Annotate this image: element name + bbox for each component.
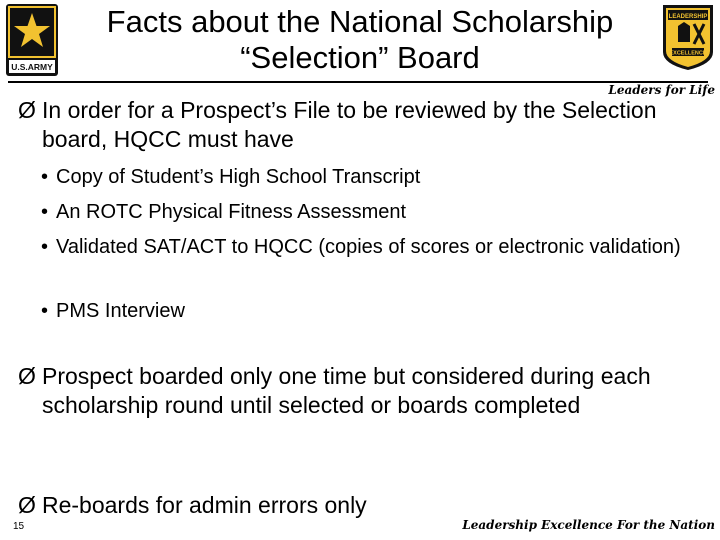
bullet-item [18, 491, 678, 520]
bullet-text: In order for a Prospect’s File to be reviewed by the Selection board, HQCC must have [42, 97, 657, 152]
bullet-item [18, 362, 678, 420]
bullet-text: Re-boards for admin errors only [42, 492, 367, 518]
title-line-1: Facts about the National Scholarship [106, 4, 614, 39]
army-logo-text: U.S.ARMY [11, 62, 53, 72]
arrow-bullet-icon: Ø [18, 97, 36, 123]
tagline: Leaders for Life [608, 83, 715, 97]
rotc-logo-bottom-text: EXCELLENCE [669, 50, 707, 57]
dot-bullet-icon: • [41, 166, 49, 188]
title-line-2: “Selection” Board [240, 40, 480, 75]
sub-bullet-item [41, 198, 706, 226]
sub-bullet-item [41, 233, 706, 261]
arrow-bullet-icon: Ø [18, 492, 36, 518]
rotc-logo-top-text: LEADERSHIP [668, 14, 708, 20]
bullet-text: Prospect boarded only one time but considered during each scholarship round until selected or boards completed [42, 363, 651, 418]
page-number: 15 [13, 521, 25, 532]
sub-bullet-text: Validated SAT/ACT to HQCC (copies of scores or electronic validation) [56, 236, 681, 258]
slide-title [64, 4, 656, 76]
sub-bullet-text: Copy of Student’s High School Transcript [56, 166, 421, 188]
sub-bullet-item [41, 163, 706, 191]
dot-bullet-icon: • [41, 236, 49, 258]
dot-bullet-icon: • [41, 201, 49, 223]
footer-slogan: Leadership Excellence For the Nation [462, 518, 715, 532]
sub-bullet-text: PMS Interview [56, 300, 185, 322]
dot-bullet-icon: • [41, 300, 49, 322]
sub-bullet-text: An ROTC Physical Fitness Assessment [56, 201, 407, 223]
arrow-bullet-icon: Ø [18, 363, 36, 389]
rotc-leadership-excellence-logo [660, 2, 716, 72]
bullet-item [18, 96, 658, 154]
us-army-logo [6, 4, 58, 76]
sub-bullet-item [41, 297, 706, 325]
